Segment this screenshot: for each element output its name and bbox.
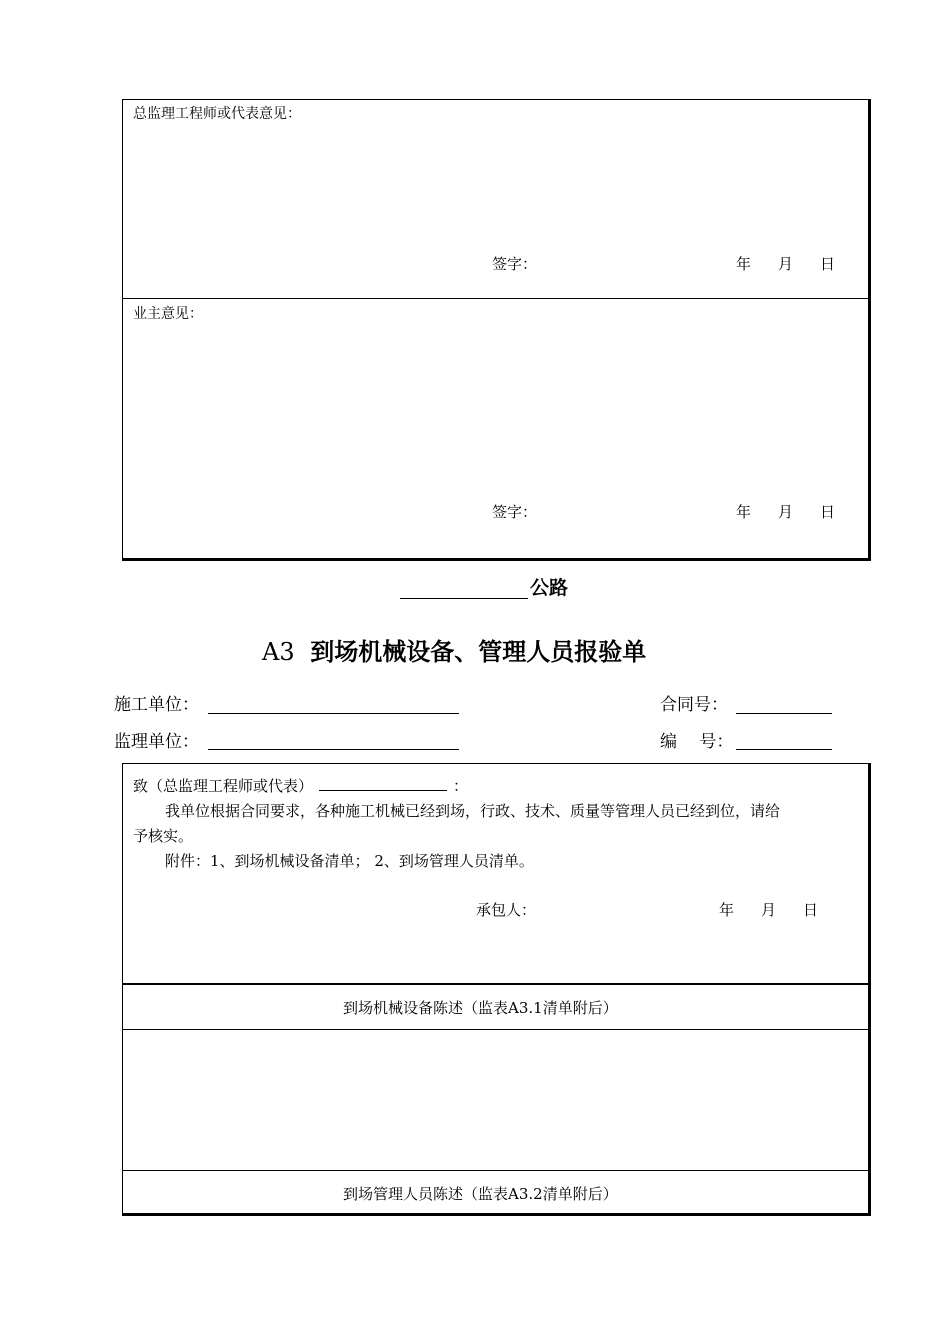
opinion-form <box>122 99 871 561</box>
date-year: 年 <box>719 901 735 919</box>
contractor-date <box>719 901 845 919</box>
personnel-heading: 到场管理人员陈述（监表A3.2清单附后） <box>343 1185 618 1203</box>
attachment-line: 附件：1、到场机械设备清单； 2、到场管理人员清单。 <box>165 852 534 870</box>
contract-no-label: 合同号： <box>660 695 728 715</box>
contract-no-field[interactable] <box>736 713 832 714</box>
addressee-blank[interactable] <box>319 777 447 791</box>
chief-sign-label: 签字： <box>492 255 538 273</box>
date-year: 年 <box>736 503 752 521</box>
date-month: 月 <box>778 255 794 273</box>
divider <box>123 1029 869 1030</box>
date-month: 月 <box>778 503 794 521</box>
divider <box>123 983 869 985</box>
owner-date <box>736 503 862 521</box>
date-month: 月 <box>761 901 777 919</box>
body-line-2: 予核实。 <box>133 827 194 845</box>
date-day: 日 <box>820 255 836 273</box>
owner-opinion-label: 业主意见： <box>133 306 203 322</box>
equipment-heading: 到场机械设备陈述（监表A3.1清单附后） <box>343 999 618 1017</box>
serial-no-field[interactable] <box>736 749 832 750</box>
date-day: 日 <box>803 901 819 919</box>
divider <box>123 298 869 299</box>
serial-no-label: 编 号： <box>660 732 734 752</box>
chief-date <box>736 255 862 273</box>
addressee-prefix: 致（总监理工程师或代表） <box>133 777 314 795</box>
report-form <box>122 763 871 1216</box>
body-line-1: 我单位根据合同要求，各种施工机械已经到场，行政、技术、质量等管理人员已经到位，请给 <box>165 802 781 820</box>
road-suffix: 公路 <box>530 577 569 599</box>
construction-unit-label: 施工单位： <box>114 695 199 715</box>
page-title <box>262 637 646 667</box>
date-year: 年 <box>736 255 752 273</box>
divider <box>123 1170 869 1171</box>
title-text: 到场机械设备、管理人员报验单 <box>310 638 647 666</box>
date-day: 日 <box>820 503 836 521</box>
supervision-unit-field[interactable] <box>208 749 459 750</box>
addressee-suffix: ： <box>453 777 469 795</box>
title-code: A3 <box>262 638 295 666</box>
road-name-blank <box>400 598 528 599</box>
supervision-unit-label: 监理单位： <box>114 732 199 752</box>
contractor-label: 承包人： <box>476 901 537 919</box>
chief-opinion-label: 总监理工程师或代表意见： <box>133 106 301 122</box>
construction-unit-field[interactable] <box>208 713 459 714</box>
owner-sign-label: 签字： <box>492 503 538 521</box>
addressee-line <box>133 777 468 795</box>
